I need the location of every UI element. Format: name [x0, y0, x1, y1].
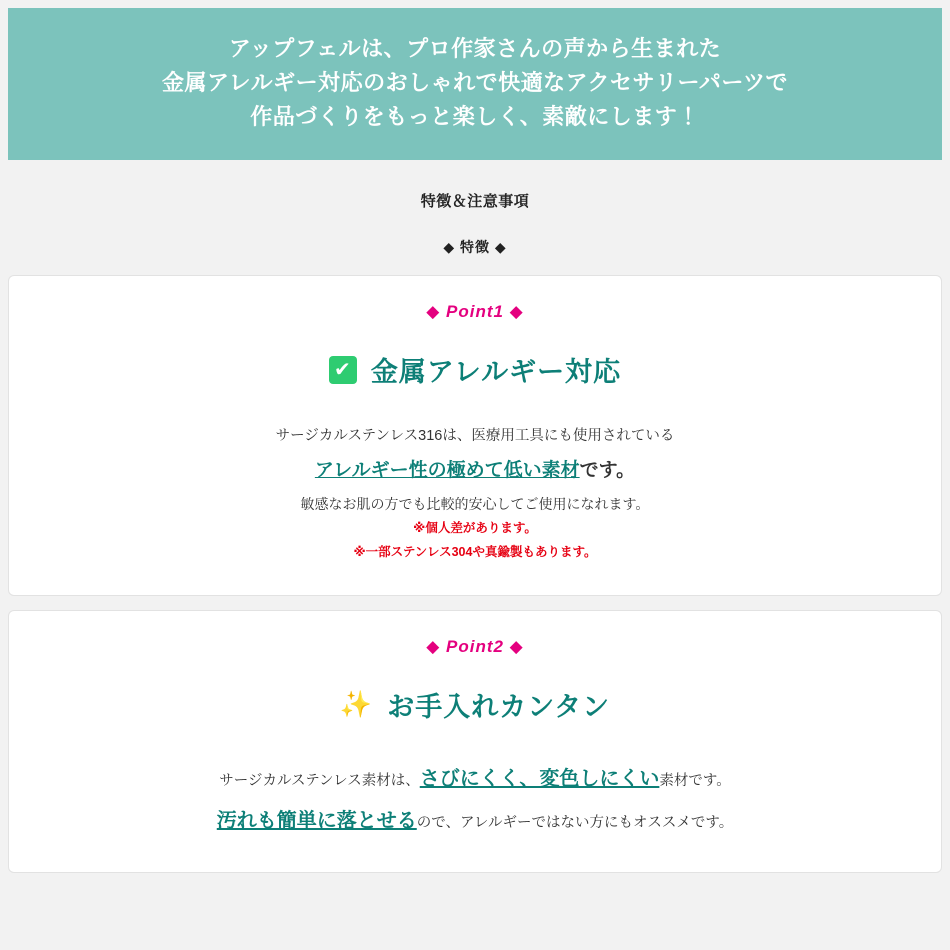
- point-label-1: ◆ Point1 ◆: [426, 302, 524, 322]
- feature-card-point1: [8, 275, 942, 596]
- hero-line-2: 金属アレルギー対応のおしゃれで快適なアクセサリーパーツで: [162, 70, 788, 96]
- card-heading-2-text: お手入れカンタン: [387, 691, 611, 722]
- card2-line-1: [29, 758, 921, 800]
- card2-link-1[interactable]: さびにくく、変色しにくい: [419, 767, 660, 790]
- card1-note-2: ※一部ステンレス304や真鍮製もあります。: [353, 545, 597, 560]
- card1-line-2-tail: です。: [579, 459, 636, 481]
- point-label-2: ◆ Point2 ◆: [426, 636, 524, 656]
- check-box-icon: ✔: [329, 356, 357, 384]
- card2-line-2-tail: ので、アレルギーではない方にもオススメです。: [416, 814, 734, 831]
- card2-line-2: [29, 800, 921, 842]
- card-heading-2: [29, 685, 921, 724]
- sparkles-icon: ✨: [339, 689, 374, 720]
- hero-line-3: 作品づくりをもっと楽しく、素敵にします！: [250, 104, 700, 130]
- card2-line-1-tail: 素材です。: [659, 772, 731, 789]
- feature-card-point2: [8, 610, 942, 873]
- card1-note-1: ※個人差があります。: [413, 521, 537, 536]
- hero-line-1: アップフェルは、プロ作家さんの声から生まれた: [228, 36, 722, 61]
- card1-link-text[interactable]: アレルギー性の極めて低い素材: [314, 459, 580, 481]
- card-heading-1-text: 金属アレルギー対応: [370, 357, 622, 388]
- card2-line-1-prefix: サージカルステンレス素材は、: [219, 772, 420, 789]
- hero-banner: [8, 8, 942, 160]
- card-heading-1: [29, 350, 921, 389]
- section-title: 特徴＆注意事項: [420, 193, 530, 211]
- section-subtitle: ◆ 特徴 ◆: [443, 239, 507, 256]
- card2-link-2[interactable]: 汚れも簡単に落とせる: [216, 809, 417, 832]
- card1-line-1: サージカルステンレス316は、医療用工具にも使用されている: [275, 428, 675, 445]
- card1-line-3: 敏感なお肌の方でも比較的安心してご使用になれます。: [300, 495, 650, 512]
- card1-line-2: [29, 451, 921, 491]
